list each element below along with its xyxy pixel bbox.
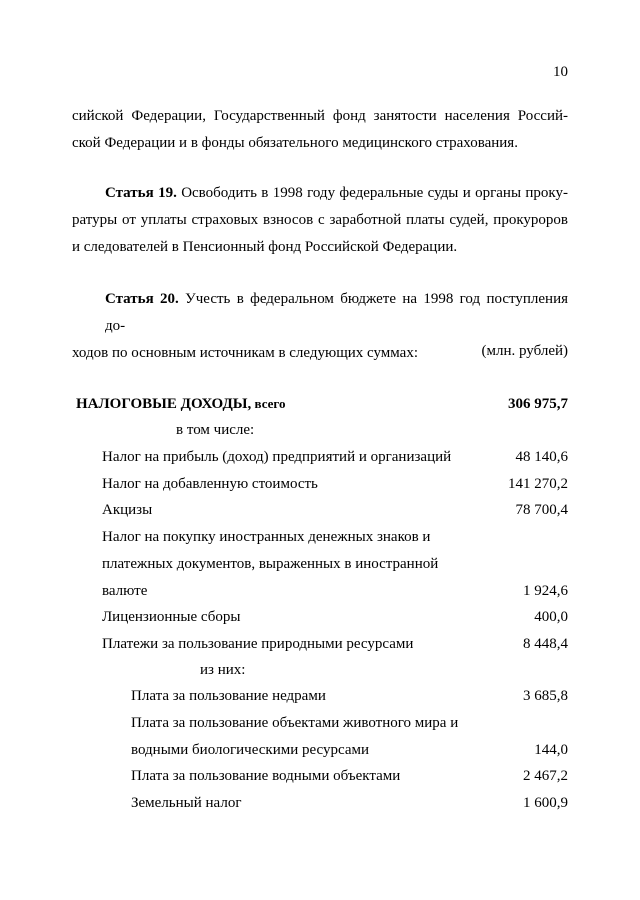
article-19-line: и следователей в Пенсионный фонд Российской Федерации. [72, 239, 458, 255]
row-label: Лицензионные сборы [102, 609, 241, 625]
row-value: 1 600,9 [523, 795, 568, 811]
row-value: 400,0 [534, 609, 568, 625]
table-row [0, 556, 640, 582]
table-row [0, 502, 640, 528]
row-label: Плата за пользование водными объектами [131, 768, 401, 784]
row-label: Налог на покупку иностранных денежных знаков и [102, 529, 431, 545]
row-label: Земельный налог [131, 795, 242, 811]
article-20-line: ходов по основным источникам в следующих суммах: [72, 345, 419, 361]
total-value: 306 975,7 [508, 396, 568, 412]
continued-paragraph [72, 103, 568, 157]
page-number: 10 [553, 64, 568, 80]
table-row [0, 795, 640, 821]
article-19-text: Освободить в 1998 году федеральные суды и органы проку- [176, 185, 568, 201]
table-row-subheading [0, 422, 640, 448]
row-label: водными биологическими ресурсами [131, 742, 370, 758]
table-row-subheading [0, 662, 640, 688]
total-label [76, 396, 286, 413]
table-row [0, 449, 640, 475]
article-19 [72, 180, 568, 261]
row-value: 48 140,6 [515, 449, 568, 465]
paragraph-line: сийской Федерации, Государственный фонд занятости населения Россий- [72, 108, 568, 124]
in-that-number-label: в том числе: [176, 422, 255, 438]
row-value: 2 467,2 [523, 768, 568, 784]
row-value: 1 924,6 [523, 583, 568, 599]
row-label: Налог на добавленную стоимость [102, 476, 318, 492]
paragraph-line: ской Федерации и в фонды обязательного медицинского страхования. [72, 135, 518, 151]
row-label: валюте [102, 583, 148, 599]
article-19-heading: Статья 19. [105, 185, 177, 201]
row-label: платежных документов, выраженных в иностранной [102, 556, 439, 572]
row-label: Акцизы [102, 502, 153, 518]
article-19-first-line [72, 180, 568, 207]
table-row [0, 715, 640, 741]
article-20-text: Учесть в федеральном бюджете на 1998 год поступления до- [105, 291, 568, 334]
table-row-total [0, 396, 640, 422]
row-label: Налог на прибыль (доход) предприятий и организаций [102, 449, 452, 465]
total-label-rest: всего [251, 396, 286, 411]
table-row [0, 529, 640, 555]
row-label: Плата за пользование объектами животного мира и [131, 715, 459, 731]
row-value: 8 448,4 [523, 636, 568, 652]
row-value: 141 270,2 [508, 476, 568, 492]
table-row [0, 688, 640, 714]
units-label: (млн. рублей) [481, 343, 568, 359]
table-row [0, 476, 640, 502]
row-value: 78 700,4 [515, 502, 568, 518]
table-row [0, 583, 640, 609]
table-row [0, 636, 640, 662]
article-20-heading: Статья 20. [105, 291, 179, 307]
table-row [0, 609, 640, 635]
total-label-caps: НАЛОГОВЫЕ ДОХОДЫ, [76, 396, 252, 412]
row-value: 144,0 [534, 742, 568, 758]
table-row [0, 768, 640, 794]
row-value: 3 685,8 [523, 688, 568, 704]
article-20-first-line [72, 286, 568, 340]
table-row [0, 742, 640, 768]
article-19-line: ратуры от уплаты страховых взносов с заработной платы судей, прокуроров [72, 212, 568, 228]
row-label: Платежи за пользование природными ресурсами [102, 636, 414, 652]
row-label: Плата за пользование недрами [131, 688, 326, 704]
of-which-label: из них: [200, 662, 246, 678]
